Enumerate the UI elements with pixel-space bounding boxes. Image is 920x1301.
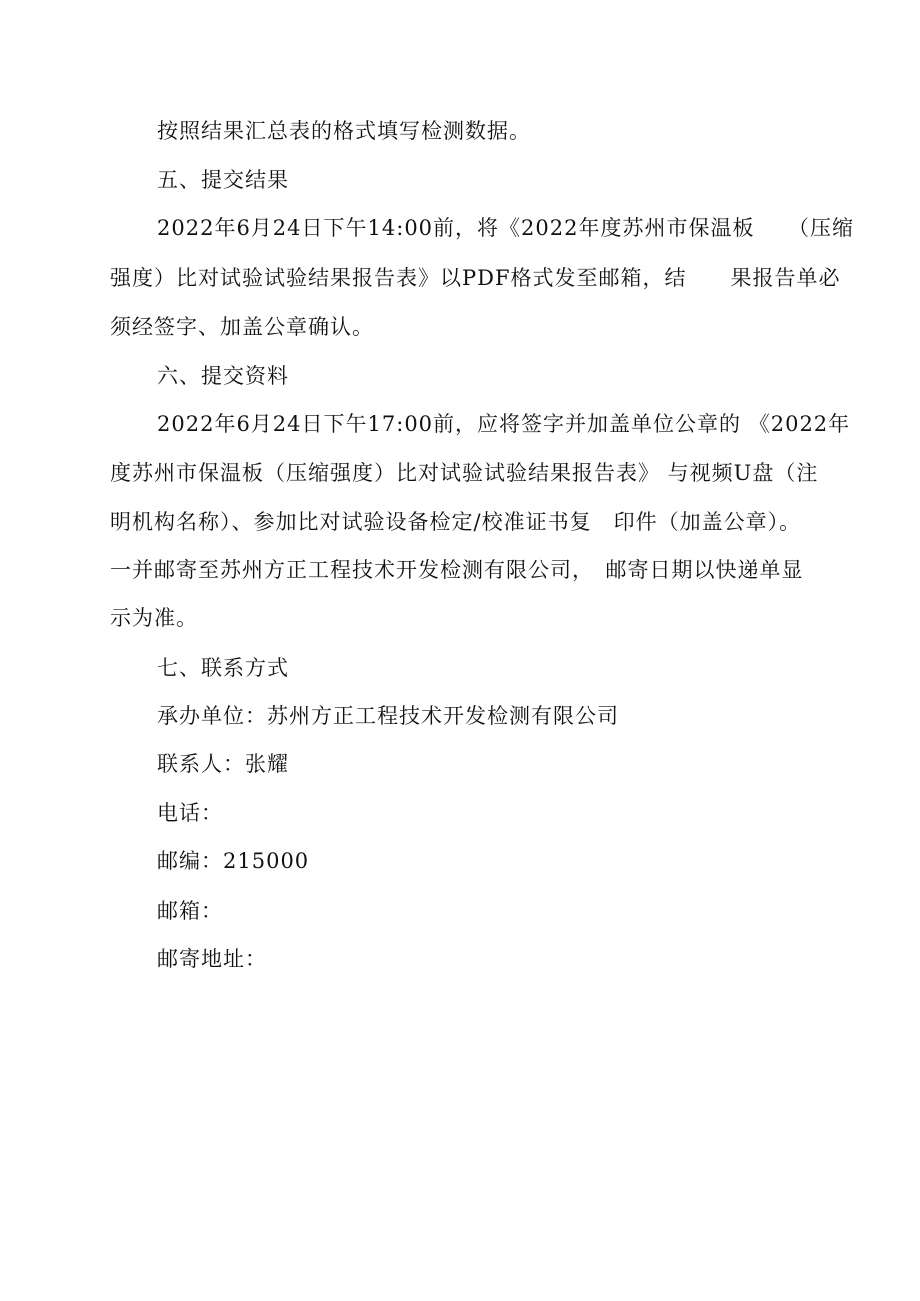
paragraph-submit-materials-line-5: 示为准。 (110, 606, 198, 630)
paragraph-submit-materials-line-1: 2022年6月24日下午17:00前，应将签字并加盖单位公章的 《2022年 (157, 412, 851, 436)
section-heading-submit-materials: 六、提交资料 (157, 364, 289, 388)
contact-organizer: 承办单位：苏州方正工程技术开发检测有限公司 (157, 704, 619, 728)
paragraph-submit-materials-line-2: 度苏州市保温板（压缩强度）比对试验试验结果报告表》 与视频U盘（注 (110, 461, 819, 485)
section-heading-submit-results: 五、提交结果 (157, 168, 289, 192)
section-heading-contact: 七、联系方式 (157, 656, 289, 680)
paragraph-submit-materials-line-4: 一并邮寄至苏州方正工程技术开发检测有限公司， 邮寄日期以快递单显 (110, 558, 804, 582)
contact-email: 邮箱： (157, 899, 223, 923)
contact-person: 联系人：张耀 (157, 752, 289, 776)
paragraph-submit-results-line-2: 强度）比对试验试验结果报告表》以PDF格式发至邮箱，结 果报告单必 (110, 266, 841, 290)
paragraph-submit-results-line-3: 须经签字、加盖公章确认。 (110, 315, 374, 339)
contact-phone: 电话： (157, 801, 223, 825)
paragraph-submit-results-line-1: 2022年6月24日下午14:00前，将《2022年度苏州市保温板 （压缩 (157, 216, 854, 240)
contact-zip-code: 邮编：215000 (157, 849, 310, 873)
contact-mailing-address: 邮寄地址： (157, 947, 267, 971)
paragraph-fill-format: 按照结果汇总表的格式填写检测数据。 (157, 119, 531, 143)
paragraph-submit-materials-line-3: 明机构名称）、参加比对试验设备检定/校准证书复 印件（加盖公章）。 (110, 510, 802, 534)
